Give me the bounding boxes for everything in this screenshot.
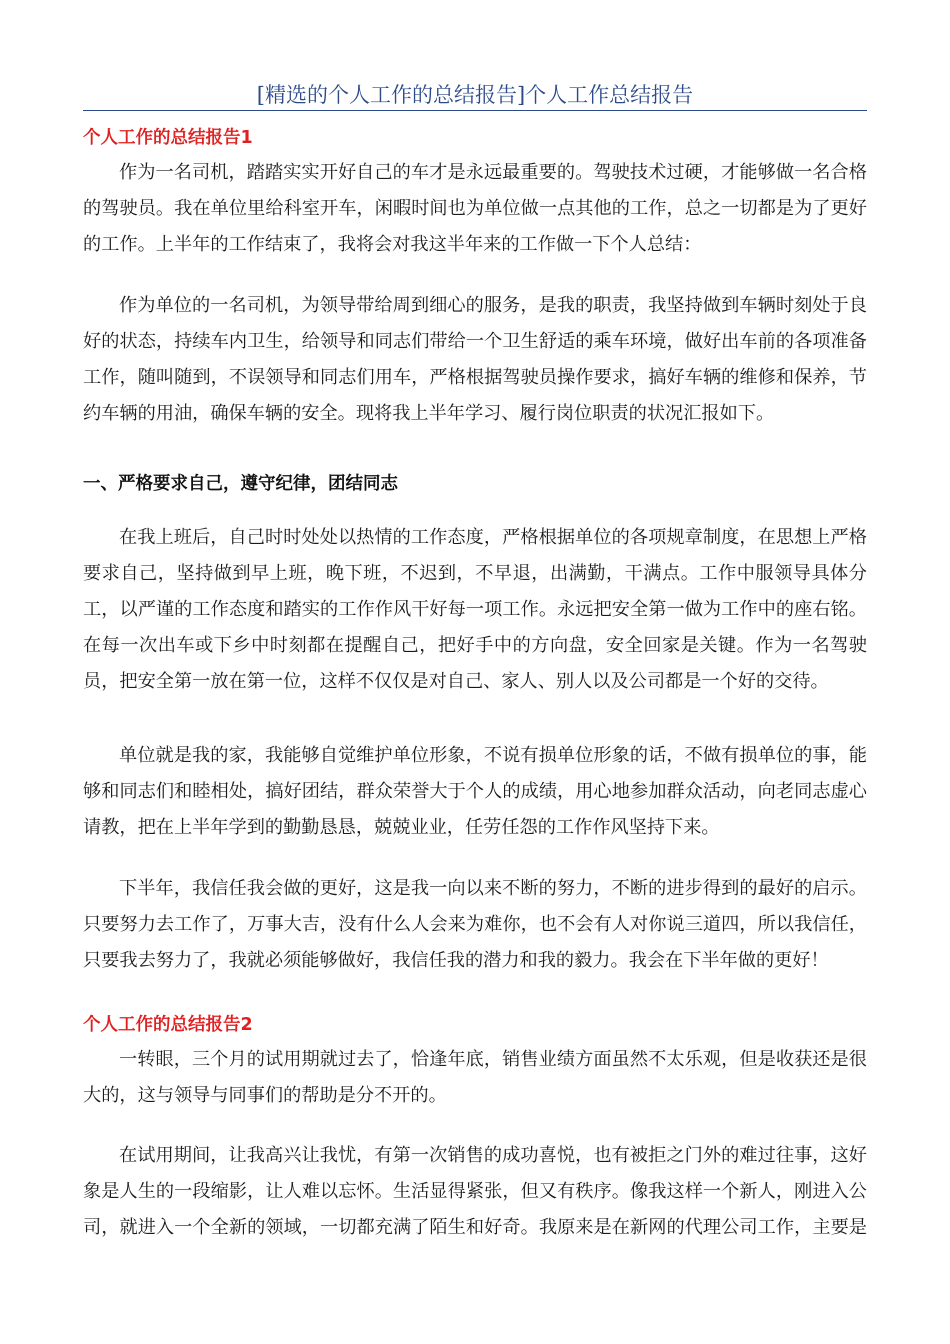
paragraph-line: 作为单位的一名司机，为领导带给周到细心的服务，是我的职责，我坚持做到车辆时刻处于良: [119, 295, 867, 316]
paragraph-line: 约车辆的用油，确保车辆的安全。现将我上半年学习、履行岗位职责的状况汇报如下。: [83, 403, 775, 424]
report2-paragraph-1: [83, 1042, 867, 1114]
document-title: [精选的个人工作的总结报告]个人工作总结报告: [256, 83, 694, 107]
paragraph-line: 工作，随叫随到，不误领导和同志们用车，严格根据驾驶员操作要求，搞好车辆的维修和保养，节: [83, 367, 867, 388]
paragraph-line: 司，就进入一个全新的领域，一切都充满了陌生和好奇。我原来是在新网的代理公司工作，主要是: [83, 1217, 867, 1238]
section-heading-1: 一、严格要求自己，遵守纪律，团结同志: [83, 474, 398, 494]
report1-paragraph-2: [83, 288, 867, 432]
paragraph-line: 工，以严谨的工作态度和踏实的工作作风干好每一项工作。永远把安全第一做为工作中的座右铭。: [83, 599, 867, 620]
paragraph-line: 下半年，我信任我会做的更好，这是我一向以来不断的努力，不断的进步得到的最好的启示。: [119, 878, 867, 899]
paragraph-line: 只要努力去工作了，万事大吉，没有什么人会来为难你，也不会有人对你说三道四，所以我信任，: [83, 914, 867, 935]
paragraph-line: 在每一次出车或下乡中时刻都在提醒自己，把好手中的方向盘，安全回家是关键。作为一名驾驶: [83, 635, 867, 656]
paragraph-line: 好的状态，持续车内卫生，给领导和同志们带给一个卫生舒适的乘车环境，做好出车前的各项准备: [83, 331, 867, 352]
report1-paragraph-3: [83, 520, 867, 700]
report1-paragraph-4: [83, 738, 867, 846]
report2-paragraph-2: [83, 1138, 867, 1246]
paragraph-line: 在我上班后，自己时时处处以热情的工作态度，严格根据单位的各项规章制度，在思想上严格: [119, 527, 867, 548]
paragraph-line: 员，把安全第一放在第一位，这样不仅仅是对自己、家人、别人以及公司都是一个好的交待。: [83, 671, 829, 692]
paragraph-line: 请教，把在上半年学到的勤勤恳恳，兢兢业业，任劳任怨的工作作风坚持下来。: [83, 817, 720, 838]
paragraph-line: 大的，这与领导与同事们的帮助是分不开的。: [83, 1085, 447, 1106]
report2-heading: 个人工作的总结报告2: [83, 1015, 253, 1035]
paragraph-line: 够和同志们和睦相处，搞好团结，群众荣誉大于个人的成绩，用心地参加群众活动，向老同志虚心: [83, 781, 867, 802]
paragraph-line: 一转眼，三个月的试用期就过去了，恰逢年底，销售业绩方面虽然不太乐观，但是收获还是很: [119, 1049, 867, 1070]
paragraph-line: 在试用期间，让我高兴让我忧，有第一次销售的成功喜悦，也有被拒之门外的难过往事，这好: [119, 1145, 867, 1166]
paragraph-line: 的工作。上半年的工作结束了，我将会对我这半年来的工作做一下个人总结：: [83, 234, 702, 255]
paragraph-line: 要求自己，坚持做到早上班，晚下班，不迟到，不早退，出满勤，干满点。工作中服领导具体分: [83, 563, 867, 584]
report1-paragraph-1: [83, 155, 867, 263]
paragraph-line: 的驾驶员。我在单位里给科室开车，闲暇时间也为单位做一点其他的工作，总之一切都是为了更好: [83, 198, 867, 219]
paragraph-line: 单位就是我的家，我能够自觉维护单位形象，不说有损单位形象的话，不做有损单位的事，能: [119, 745, 867, 766]
paragraph-line: 作为一名司机，踏踏实实开好自己的车才是永远最重要的。驾驶技术过硬，才能够做一名合格: [119, 162, 867, 183]
title-underline: [83, 110, 867, 111]
paragraph-line: 象是人生的一段缩影，让人难以忘怀。生活显得紧张，但又有秩序。像我这样一个新人，刚进入公: [83, 1181, 867, 1202]
report1-heading: 个人工作的总结报告1: [83, 128, 253, 148]
paragraph-line: 只要我去努力了，我就必须能够做好，我信任我的潜力和我的毅力。我会在下半年做的更好！: [83, 950, 829, 971]
report1-paragraph-5: [83, 871, 867, 979]
